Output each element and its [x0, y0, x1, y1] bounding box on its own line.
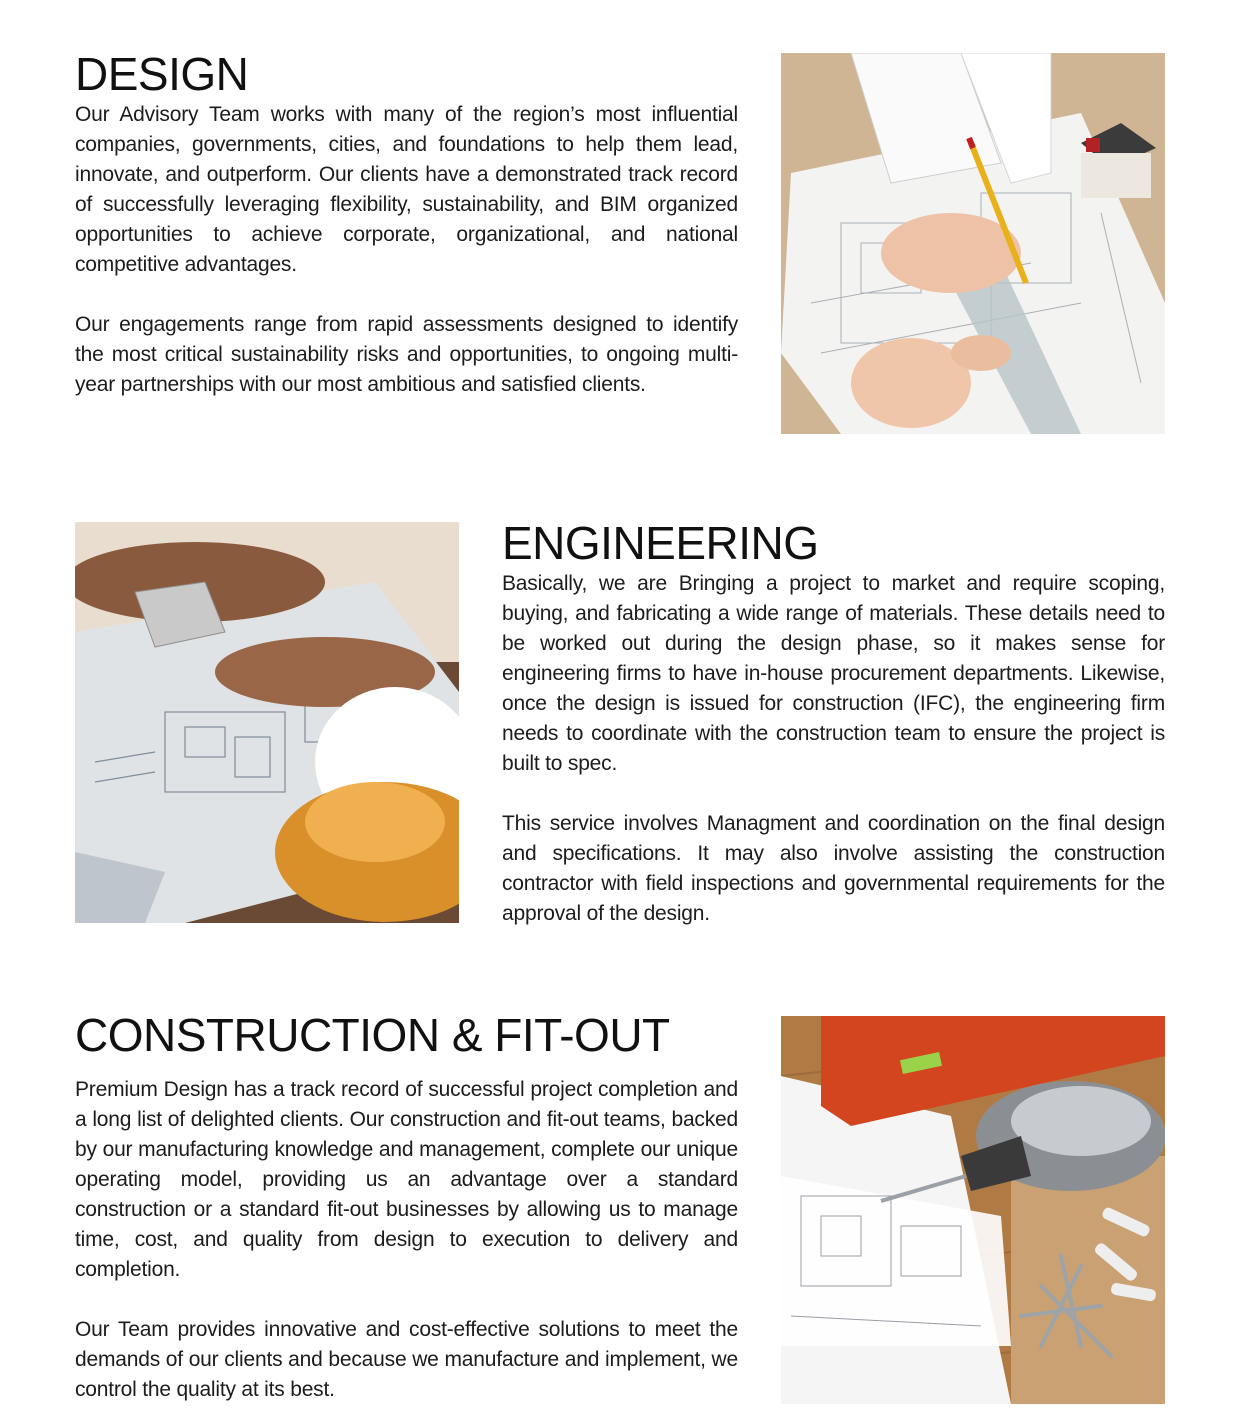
construction-title: CONSTRUCTION & FIT-OUT	[75, 1009, 670, 1061]
construction-paragraph-2: Our Team provides innovative and cost-effective solutions to meet the demands of our clients and because we manufacture and implement, we control the quality at its best.	[75, 1318, 738, 1401]
engineering-title: ENGINEERING	[502, 517, 819, 569]
engineering-paragraph-1: Basically, we are Bringing a project to market and require scoping, buying, and fabricating a wide range of materials. These details need to be worked out during the design phase, so it makes sense for engineering firms to have in-house procurement departments. Likewise, once the design is issued for construction (IFC), the engineering firm needs to coordinate with the construction team to ensure the project is built to spec.	[502, 572, 1165, 775]
engineering-paragraph-2: This service involves Managment and coordination on the final design and specifications. It may also involve assisting the construction contractor with field inspections and governmental requirements for the approval of the design.	[502, 812, 1165, 925]
design-title: DESIGN	[75, 48, 249, 100]
construction-photo	[781, 1016, 1165, 1404]
design-paragraph-1: Our Advisory Team works with many of the region’s most influential companies, governments, cities, and foundations to help them lead, innovate, and outperform. Our clients have a demonstrated track record of successfully leveraging flexibility, sustainability, and BIM organized opportunities to achieve corporate, organizational, and national competitive advantages.	[75, 103, 738, 276]
design-photo	[781, 53, 1165, 434]
design-section	[75, 48, 738, 400]
construction-paragraph-1: Premium Design has a track record of successful project completion and a long list of delighted clients. Our construction and fit-out teams, backed by our manufacturing knowledge and management, complete our unique operating model, providing us an advantage over a standard construction or a standard fit-out businesses by allowing us to manage time, cost, and quality from design to execution to delivery and completion.	[75, 1078, 738, 1281]
engineering-photo	[75, 522, 459, 923]
design-paragraph-2: Our engagements range from rapid assessments designed to identify the most critical sustainability risks and opportunities, to ongoing multi-year partnerships with our most ambitious and satisfied clients.	[75, 313, 738, 396]
construction-section	[75, 1009, 738, 1405]
engineering-section	[502, 517, 1165, 929]
